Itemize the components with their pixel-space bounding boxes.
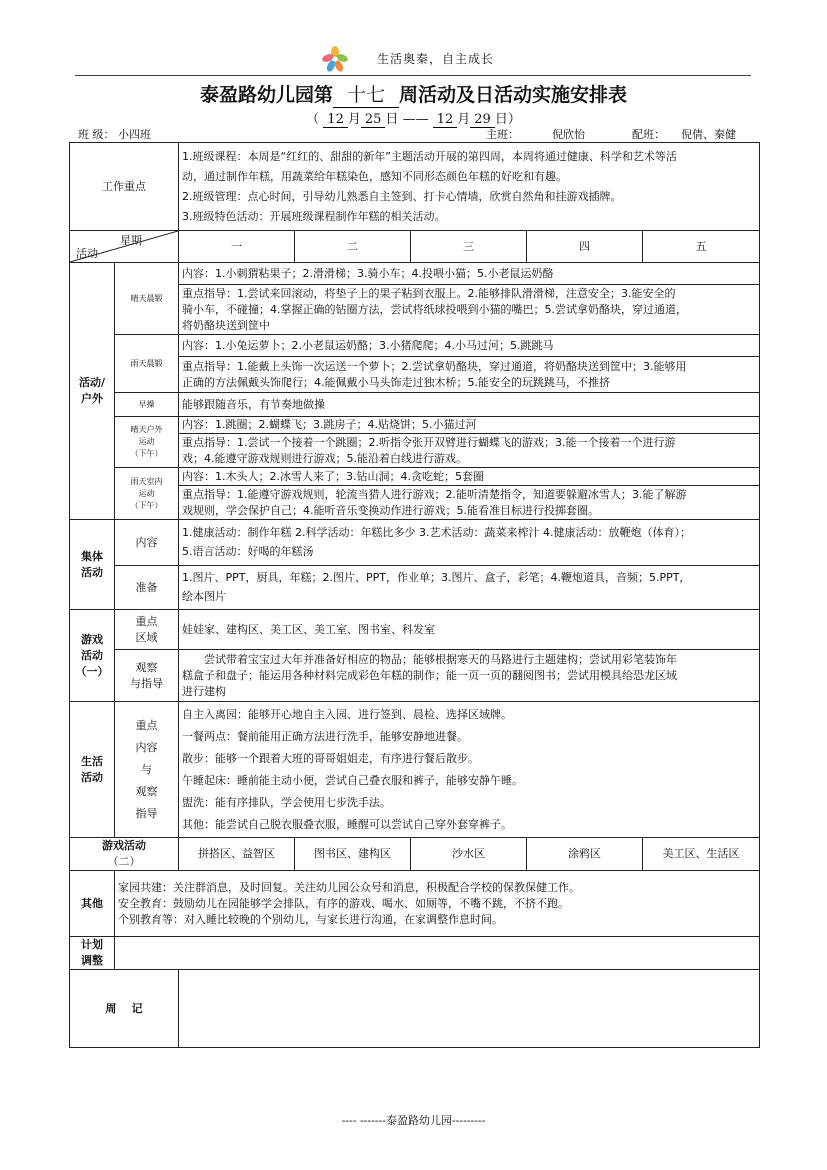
sunny-afternoon-content-row — [70, 417, 760, 434]
outdoor-label-line: 户外 — [81, 392, 103, 405]
rainy-afternoon-guide — [179, 486, 760, 520]
group-prep — [179, 566, 760, 610]
page-footer: ---- -------泰盈路幼儿园--------- — [341, 1114, 486, 1127]
guide-line: 重点指导：1.尝试来回滚动，将垫子上的果子粘到衣服上。2.能够排队滑滑梯，注意安全；3.能安全的 — [182, 286, 676, 300]
page-title — [0, 80, 827, 108]
life-line: 其他：能尝试自己脱衣服叠衣服，睡醒可以尝试自己穿外套穿裤子。 — [182, 817, 512, 831]
label-line: 生活 — [81, 754, 103, 768]
month-word: 月 — [347, 112, 361, 127]
plan-adjust-content — [115, 937, 760, 970]
game1-observe-row — [70, 650, 760, 702]
game1-observe — [179, 650, 760, 702]
plan-adjust-label — [70, 937, 115, 970]
label-line: 雨天室内 — [130, 476, 163, 486]
label-line: 指导 — [135, 806, 158, 820]
guide-line: 重点指导：1.尝试一个接着一个跳圈；2.听指令张开双臂进行蝴蝶飞的游戏；3.能一个接着一个进行游 — [182, 435, 676, 449]
label-line: 区域 — [135, 630, 158, 644]
game1-observe-label — [115, 650, 179, 702]
observe-line: 糕盒子和盘子；能运用各种材料完成彩色年糕的制作；能一页一页的翻阅图书；尝试用模具给恐龙区域 — [182, 668, 677, 682]
game2-zone-tuesday: 图书区、建构区 — [295, 838, 411, 871]
activity-corner-label: 活动 — [76, 247, 98, 260]
game2-row — [70, 838, 760, 871]
rainy-afternoon-label — [115, 468, 179, 520]
guide-line: 戏；4.能遵守游戏规则进行游戏；5.能沿着白线进行游戏。 — [182, 451, 467, 465]
observe-line: 尝试带着宝宝过大年并准备好相应的物品；能够根据寒天的马路进行主题建构；尝试用彩笔装饰年 — [204, 652, 677, 666]
month-word-2: 月 — [457, 112, 471, 127]
rainy-afternoon-content: 内容：1.木头人；2.冰雪人来了；3.钻山洞；4.贪吃蛇；5套圈 — [179, 468, 760, 486]
life-side-label — [115, 702, 179, 838]
group-content-label: 内容 — [115, 520, 179, 566]
morning-exercise-row — [70, 393, 760, 417]
group-content-row — [70, 520, 760, 566]
header-divider — [75, 75, 751, 76]
game1-zones: 娃娃家、建构区、美工区、美工室、图书室、科发室 — [179, 610, 760, 650]
label-line: 重点 — [135, 718, 158, 732]
life-line: 散步：能够一个跟着大班的哥哥姐姐走，有序进行餐后散步。 — [182, 751, 479, 765]
title-prefix: 泰盈路幼儿园第 — [199, 84, 333, 106]
group-prep-row — [70, 566, 760, 610]
life-activity-row — [70, 702, 760, 838]
other-row — [70, 871, 760, 937]
day-word: 日 — [385, 112, 399, 127]
focus-line: 2.班级管理：点心时间，引导幼儿熟悉自主签到、打卡心情墙，欣赏自然角和挂游戏插牌。 — [182, 189, 622, 203]
day-monday: 一 — [179, 231, 295, 263]
label-line: 重点 — [135, 614, 158, 628]
other-label: 其他 — [70, 871, 115, 937]
kindergarten-logo-icon — [320, 44, 350, 74]
label-line: 活动 — [81, 770, 103, 784]
end-day: 29 — [470, 112, 495, 128]
other-line: 家园共建：关注群消息，及时回复。关注幼儿园公众号和消息，积极配合学校的保教保健工作。 — [118, 880, 580, 894]
label-line: 计划 — [81, 938, 103, 951]
life-line: 盥洗：能有序排队，学会使用七步洗手法。 — [182, 795, 391, 809]
game1-zone-row — [70, 610, 760, 650]
game1-zone-label — [115, 610, 179, 650]
class-label: 班 级： — [78, 128, 115, 141]
label-line: 运动 — [138, 488, 155, 498]
content-line: 1.健康活动：制作年糕 2.科学活动：年糕比多少 3.艺术活动：蔬菜来榨汁 4.健康活动：放鞭炮（体育）； — [182, 526, 691, 539]
label-line: 内容 — [135, 740, 158, 754]
guide-line: 骑小车，不碰撞；4.掌握正确的钻圈方法，尝试将纸球投喂到小猫的嘴巴；5.尝试拿奶酪块，穿过通道， — [182, 302, 687, 316]
focus-line: 动，通过制作年糕，用蔬菜给年糕染色，感知不同形态颜色年糕的好吃和有趣。 — [182, 169, 567, 183]
work-focus-label: 工作重点 — [70, 143, 179, 231]
life-line: 一餐两点：餐前能用正确方法进行洗手，能够安静地进餐。 — [182, 729, 468, 743]
content-line: 5.语言活动：好喝的年糕汤 — [182, 545, 314, 558]
sunny-afternoon-guide — [179, 434, 760, 468]
group-content — [179, 520, 760, 566]
label-line: 运动 — [138, 437, 155, 446]
assist-teacher-info — [632, 126, 749, 143]
game2-zone-wednesday: 沙水区 — [411, 838, 527, 871]
label-line: （二） — [107, 855, 141, 868]
observe-line: 进行建构 — [182, 684, 226, 698]
rainy-morning-content-row — [70, 335, 760, 357]
game2-zone-thursday: 涂鸦区 — [527, 838, 643, 871]
game2-zone-friday: 美工区、生活区 — [643, 838, 760, 871]
other-line: 安全教育：鼓励幼儿在园能够学会排队，有序的游戏、喝水、如厕等，不嘴不跳，不挤不跑。 — [118, 896, 569, 910]
sunny-morning-content: 内容：1.小刺猬粘果子；2.滑滑梯；3.骑小车；4.投喂小猫；5.小老鼠运奶酪 — [179, 263, 760, 285]
sunny-morning-guide — [179, 285, 760, 335]
work-focus-content — [179, 143, 760, 231]
life-content — [179, 702, 760, 838]
assist-teacher-label: 配班： — [632, 128, 665, 141]
outdoor-label-line: 活动/ — [78, 376, 106, 389]
label-line: 游戏活动 — [102, 839, 146, 852]
week-number: 十七 — [333, 80, 399, 108]
class-info — [78, 126, 208, 143]
guide-line: 将奶酪块送到筐中 — [182, 318, 270, 332]
sunny-afternoon-content: 内容：1.跳圈；2.蝴蝶飞；3.跳房子；4.贴烧饼；5.小猫过河 — [179, 417, 760, 434]
rainy-morning-content: 内容：1.小兔运萝卜；2.小老鼠运奶酪；3.小猪爬爬；4.小马过河；5.跳跳马 — [179, 335, 760, 357]
label-line: 活动 — [81, 648, 103, 662]
life-line: 自主入离园：能够开心地自主入园、进行签到、晨检、选择区域牌。 — [182, 707, 512, 721]
start-day: 25 — [361, 112, 386, 128]
other-line: 个别教育等：对入睡比较晚的个别幼儿，与家长进行沟通，在家调整作息时间。 — [118, 912, 503, 926]
rainy-morning-guide — [179, 357, 760, 393]
sunny-afternoon-label — [115, 417, 179, 468]
life-line: 午睡起床：睡前能主动小便，尝试自己叠衣服和裤子，能够安静午睡。 — [182, 773, 523, 787]
content-line: 1.图片、PPT，厨具，年糕；2.图片、PPT，作业单；3.图片、盒子，彩笔；4.鞭炮道具，音频；5.PPT， — [182, 571, 691, 584]
outdoor-activity-label — [70, 263, 115, 520]
lead-teacher-info — [486, 126, 615, 143]
game2-label — [70, 838, 179, 871]
label-line: 与 — [141, 762, 152, 776]
plan-adjust-row — [70, 937, 760, 970]
day-word-2: 日 — [494, 112, 508, 127]
morning-exercise-content: 能够跟随音乐，有节奏地做操 — [179, 393, 760, 417]
weekday-header-row — [70, 231, 760, 263]
weekly-notes-label: 周 记 — [70, 970, 179, 1048]
lead-teacher-label: 主班： — [486, 128, 519, 141]
weekly-notes-content — [179, 970, 760, 1048]
sunny-morning-content-row — [70, 263, 760, 285]
date-open-paren: （ — [306, 112, 320, 127]
header-slogan: 生活奥秦，自主成长 — [377, 52, 495, 66]
other-content — [115, 871, 760, 937]
label-line: 观察 — [135, 784, 158, 798]
work-focus-row — [70, 143, 760, 231]
schedule-table — [69, 142, 760, 1048]
life-activity-label — [70, 702, 115, 838]
label-line: （下午） — [130, 449, 163, 458]
class-value: 小四班 — [118, 126, 208, 143]
weekly-notes-row — [70, 970, 760, 1048]
guide-line: 正确的方法佩戴头饰爬行；4.能佩戴小马头饰走过独木桥；5.能安全的玩跳跳马，不推挤 — [182, 375, 610, 389]
label-line: 晴天户外 — [130, 425, 163, 434]
focus-line: 1.班级课程：本周是“红红的、甜甜的新年”主题活动开展的第四周，本周将通过健康、科学和艺术等活 — [182, 149, 677, 163]
label-line: 观察 — [135, 660, 158, 674]
sunny-morning-label: 晴天晨锻 — [115, 263, 179, 335]
guide-line: 戏规则，学会保护自己；4.能听音乐变换动作进行游戏；5.能看准目标进行投掷套圈。 — [182, 503, 599, 517]
content-line: 绘本图片 — [182, 590, 226, 603]
label-line: 调整 — [81, 954, 103, 967]
label-line: 游戏 — [81, 632, 103, 646]
game1-label — [70, 610, 115, 702]
game2-zone-monday: 拼搭区、益智区 — [179, 838, 295, 871]
end-month: 12 — [433, 112, 458, 128]
label-line: 集体 — [81, 549, 103, 563]
rainy-afternoon-content-row — [70, 468, 760, 486]
assist-teacher-value: 倪倩、秦健 — [669, 126, 749, 143]
day-tuesday: 二 — [295, 231, 411, 263]
label-line: 活动 — [81, 565, 103, 579]
group-prep-label: 准备 — [115, 566, 179, 610]
morning-exercise-label: 早操 — [115, 393, 179, 417]
date-dash: —— — [402, 112, 429, 127]
label-line: 与指导 — [130, 676, 163, 690]
day-thursday: 四 — [527, 231, 643, 263]
guide-line: 重点指导：1.能遵守游戏规则，轮流当猎人进行游戏；2.能听清楚指令，知道要躲避冰雪人；3.能了解游 — [182, 487, 687, 501]
weekday-activity-corner — [70, 231, 179, 263]
guide-line: 重点指导：1.能戴上头饰一次运送一个萝卜；2.尝试拿奶酪块，穿过通道，将奶酪块送到筐中；3.能够用 — [182, 359, 687, 373]
weekday-corner-label: 星期 — [120, 234, 142, 247]
day-wednesday: 三 — [411, 231, 527, 263]
group-activity-label — [70, 520, 115, 610]
rainy-morning-label: 雨天晨锻 — [115, 335, 179, 393]
label-line: （下午） — [130, 500, 163, 510]
start-month: 12 — [323, 112, 348, 128]
focus-line: 3.班级特色活动：开展班级课程制作年糕的相关活动。 — [182, 209, 446, 223]
label-line: （一） — [75, 664, 109, 678]
date-close-paren: ） — [507, 112, 521, 127]
title-suffix: 周活动及日活动实施安排表 — [399, 84, 628, 106]
day-friday: 五 — [643, 231, 760, 263]
date-range — [0, 108, 827, 128]
lead-teacher-value: 倪欣怡 — [523, 126, 615, 143]
